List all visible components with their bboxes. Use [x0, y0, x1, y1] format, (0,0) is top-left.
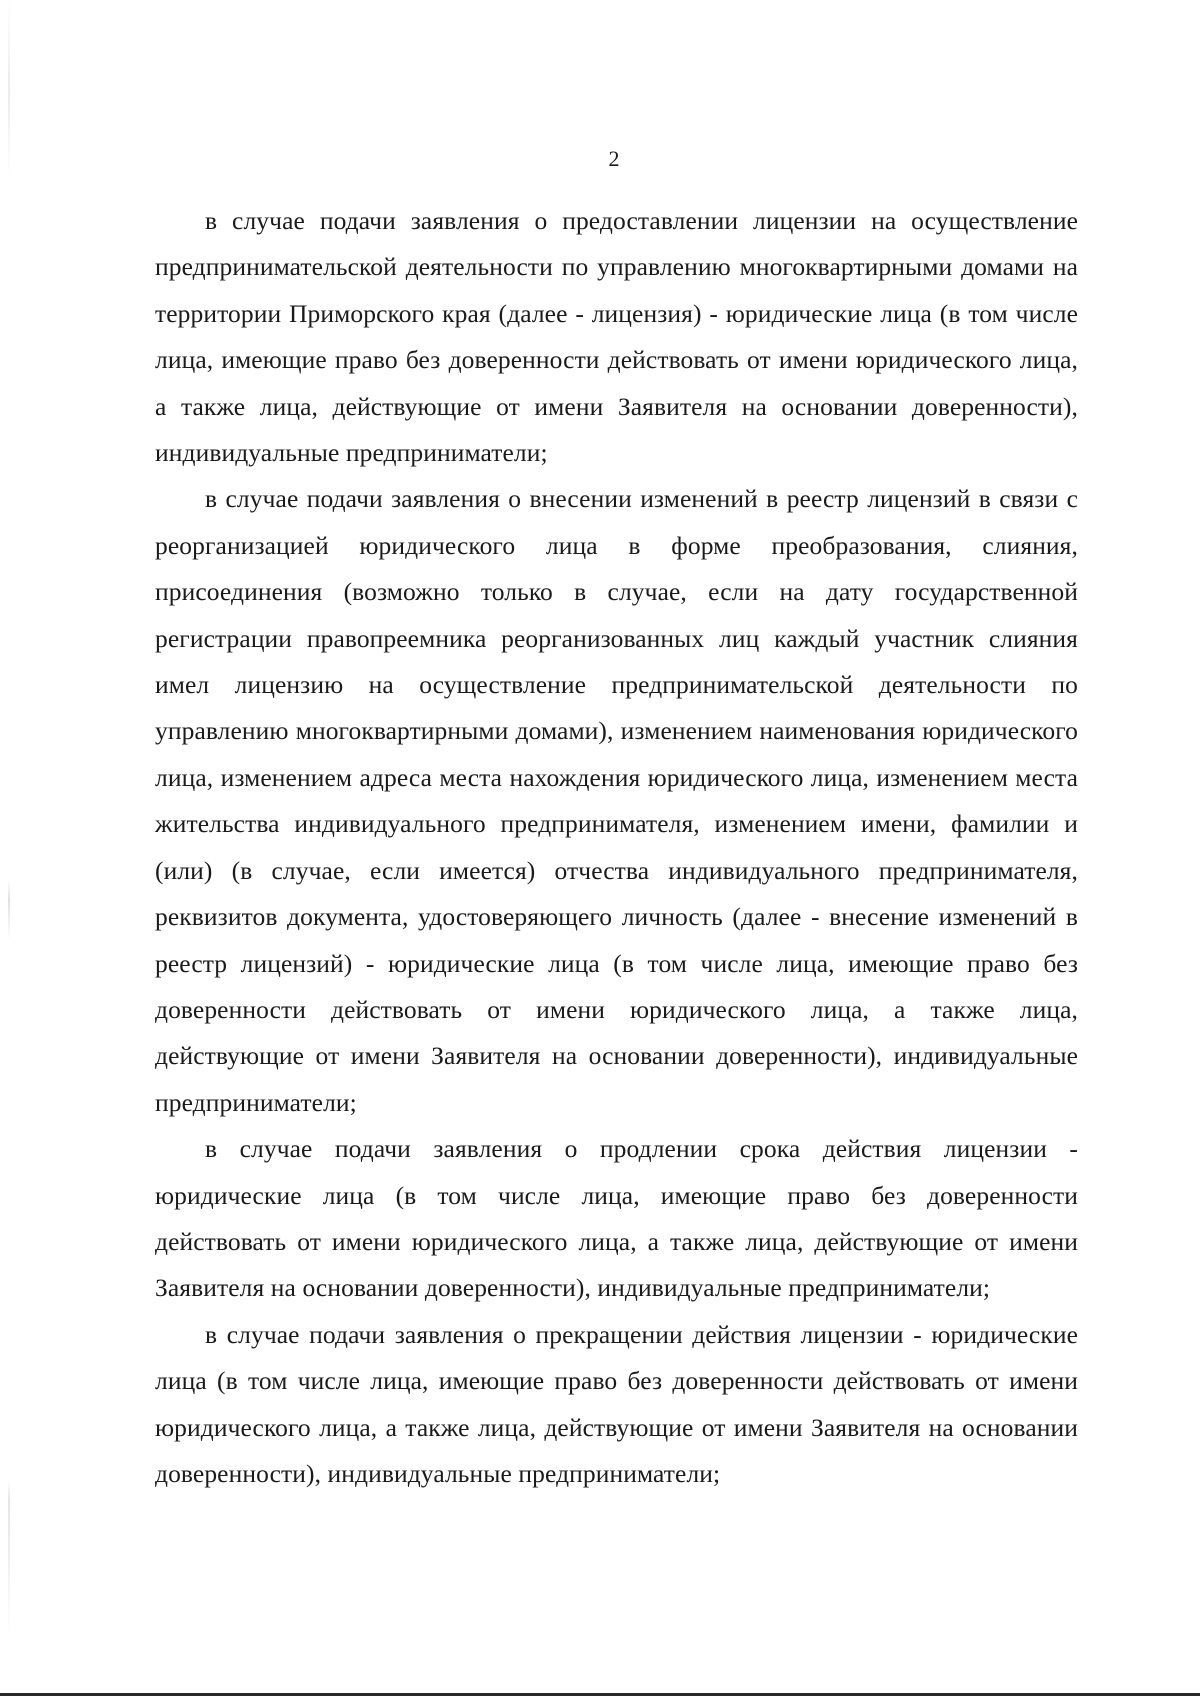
page-number: 2: [608, 146, 620, 171]
document-body: [155, 198, 1078, 1497]
bottom-scan-border: [0, 1693, 1200, 1696]
paragraph-license-extension: в случае подачи заявления о продлении срока действия лицензии - юридические лица (в том числе лица, имеющие право без доверенности действовать от имени юридического лица, а также лица, действующие от имени Заявителя на основании доверенности), индивидуальные предприниматели;: [155, 1134, 1078, 1303]
paragraph-license-termination: в случае подачи заявления о прекращении действия лицензии - юридические лица (в том числе лица, имеющие право без доверенности действовать от имени юридического лица, а также лица, действующие от имени Заявителя на основании доверенности), индивидуальные предприниматели;: [155, 1319, 1078, 1488]
paragraph-registry-changes: в случае подачи заявления о внесении изменений в реестр лицензий в связи с реорганизацией юридического лица в форме преобразования, слияния, присоединения (возможно только в случае, если на дату государственной регистрации правопреемника реорганизованных лиц каждый участник слияния имел лицензию на осуществление предпринимательской деятельности по управлению многоквартирными домами), изменением наименования юридического лица, изменением адреса места нахождения юридического лица, изменением места жительства индивидуального предпринимателя, изменением имени, фамилии и (или) (в случае, если имеется) отчества индивидуального предпринимателя, реквизитов документа, удостоверяющего личность (далее - внесение изменений в реестр лицензий) - юридические лица (в том числе лица, имеющие право без доверенности действовать от имени юридического лица, а также лица, действующие от имени Заявителя на основании доверенности), индивидуальные предприниматели;: [155, 484, 1078, 1117]
paragraph-license-grant: в случае подачи заявления о предоставлении лицензии на осуществление предпринимательской деятельности по управлению многоквартирными домами на территории Приморского края (далее - лицензия) - юридические лица (в том числе лица, имеющие право без доверенности действовать от имени юридического лица, а также лица, действующие от имени Заявителя на основании доверенности), индивидуальные предприниматели;: [155, 206, 1078, 468]
scan-edge: [8, 0, 10, 1698]
